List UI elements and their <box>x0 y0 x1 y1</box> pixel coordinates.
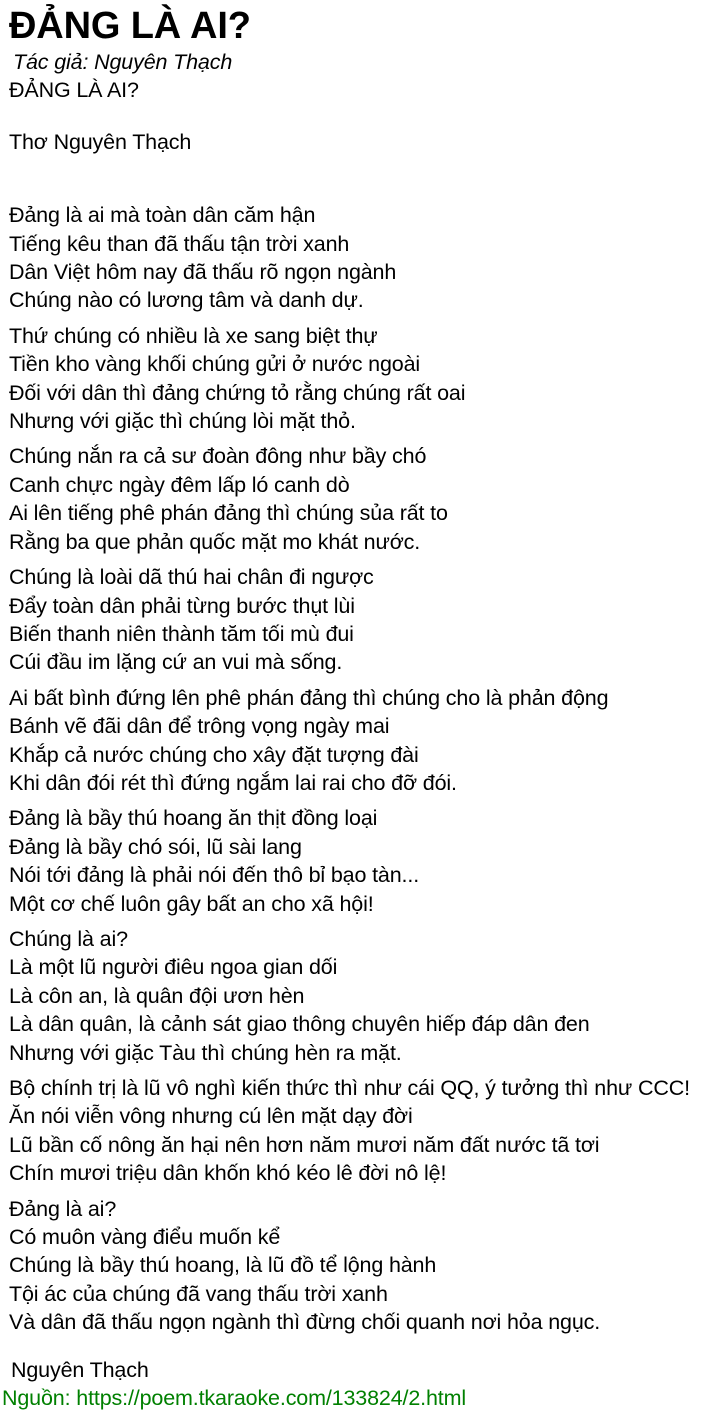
poem-label: Thơ Nguyên Thạch <box>9 129 192 154</box>
poem-line: Tiền kho vàng khối chúng gửi ở nước ngoài <box>9 352 421 377</box>
poem-line: Một cơ chế luôn gây bất an cho xã hội! <box>9 891 374 916</box>
poem-line: Ai lên tiếng phê phán đảng thì chúng sủa rất to <box>9 501 448 526</box>
poem-line: Rằng ba que phản quốc mặt mo khát nước. <box>9 529 421 554</box>
stanza-9 <box>9 1195 701 1337</box>
page-title: ĐẢNG LÀ AI? <box>9 5 251 47</box>
poem-line: Là một lũ người điêu ngoa gian dối <box>9 955 338 980</box>
stanza-3 <box>9 442 701 556</box>
poem-line: Đẩy toàn dân phải từng bước thụt lùi <box>9 593 355 618</box>
poem-line: Dân Việt hôm nay đã thấu rõ ngọn ngành <box>9 260 397 285</box>
poem-line: Chúng là bầy thú hoang, là lũ đồ tể lộng hành <box>9 1253 437 1278</box>
stanza-8 <box>9 1074 701 1188</box>
poem-line: Và dân đã thấu ngọn ngành thì đừng chối quanh nơi hỏa ngục. <box>9 1310 601 1335</box>
poem-line: Ai bất bình đứng lên phê phán đảng thì chúng cho là phản động <box>9 685 609 710</box>
poem-subtitle: ĐẢNG LÀ AI? <box>9 78 139 103</box>
poem-line: Là dân quân, là cảnh sát giao thông chuyên hiếp đáp dân đen <box>9 1012 590 1037</box>
stanza-4 <box>9 563 701 677</box>
author-byline: Tác giả: Nguyên Thạch <box>13 50 233 74</box>
poem-line: Có muôn vàng điểu muốn kể <box>9 1225 281 1250</box>
poem-line: Khắp cả nước chúng cho xây đặt tượng đài <box>9 742 419 767</box>
poem-line: Bộ chính trị là lũ vô nghì kiến thức thì như cái QQ, ý tưởng thì như CCC! <box>9 1076 690 1100</box>
poem-line: Chúng là ai? <box>9 926 128 951</box>
source-label: Nguồn: <box>2 1386 71 1411</box>
footer-author: Nguyên Thạch <box>11 1357 149 1382</box>
poem-line: Đảng là ai mà toàn dân căm hận <box>9 203 316 228</box>
poem-line: Đảng là ai? <box>9 1196 117 1221</box>
poem-line: Nói tới đảng là phải nói đến thô bỉ bạo tàn... <box>9 863 420 888</box>
stanza-1 <box>9 201 701 315</box>
poem-line: Nhưng với giặc thì chúng lòi mặt thỏ. <box>9 409 356 434</box>
poem-line: Đảng là bầy chó sói, lũ sài lang <box>9 834 302 859</box>
source-url-link[interactable]: https://poem.tkaraoke.com/133824/2.html <box>76 1386 466 1411</box>
poem-line: Chúng nắn ra cả sư đoàn đông như bầy chó <box>9 444 427 469</box>
stanza-6 <box>9 804 701 918</box>
poem-stanzas <box>9 201 701 1336</box>
poem-line: Tội ác của chúng đã vang thấu trời xanh <box>9 1281 388 1306</box>
source-line <box>2 1384 701 1412</box>
poem-line: Biến thanh niên thành tăm tối mù đui <box>9 621 354 646</box>
poem-line: Đối với dân thì đảng chứng tỏ rằng chúng rất oai <box>9 380 466 405</box>
poem-line: Chúng là loài dã thú hai chân đi ngược <box>9 565 374 590</box>
poem-line: Thứ chúng có nhiều là xe sang biệt thự <box>9 323 378 348</box>
poem-line: Khi dân đói rét thì đứng ngắm lai rai cho đỡ đói. <box>9 770 457 795</box>
poem-line: Canh chực ngày đêm lấp ló canh dò <box>9 472 350 497</box>
poem-line: Đảng là bầy thú hoang ăn thịt đồng loại <box>9 806 378 831</box>
poem-line: Bánh vẽ đãi dân để trông vọng ngày mai <box>9 714 390 739</box>
stanza-2 <box>9 322 701 436</box>
poem-line: Chín mươi triệu dân khốn khó kéo lê đời nô lệ! <box>9 1161 447 1186</box>
poem-line: Nhưng với giặc Tàu thì chúng hèn ra mặt. <box>9 1040 402 1065</box>
poem-line: Cúi đầu im lặng cứ an vui mà sống. <box>9 650 343 675</box>
poem-line: Tiếng kêu than đã thấu tận trời xanh <box>9 231 350 256</box>
poem-line: Lũ bần cố nông ăn hại nên hơn năm mươi năm đất nước tã tơi <box>9 1132 600 1157</box>
poem-line: Là côn an, là quân đội ươn hèn <box>9 983 305 1008</box>
stanza-7 <box>9 925 701 1067</box>
poem-line: Chúng nào có lương tâm và danh dự. <box>9 288 364 313</box>
poem-line: Ăn nói viễn vông nhưng cú lên mặt dạy đời <box>9 1104 413 1129</box>
stanza-5 <box>9 684 701 798</box>
